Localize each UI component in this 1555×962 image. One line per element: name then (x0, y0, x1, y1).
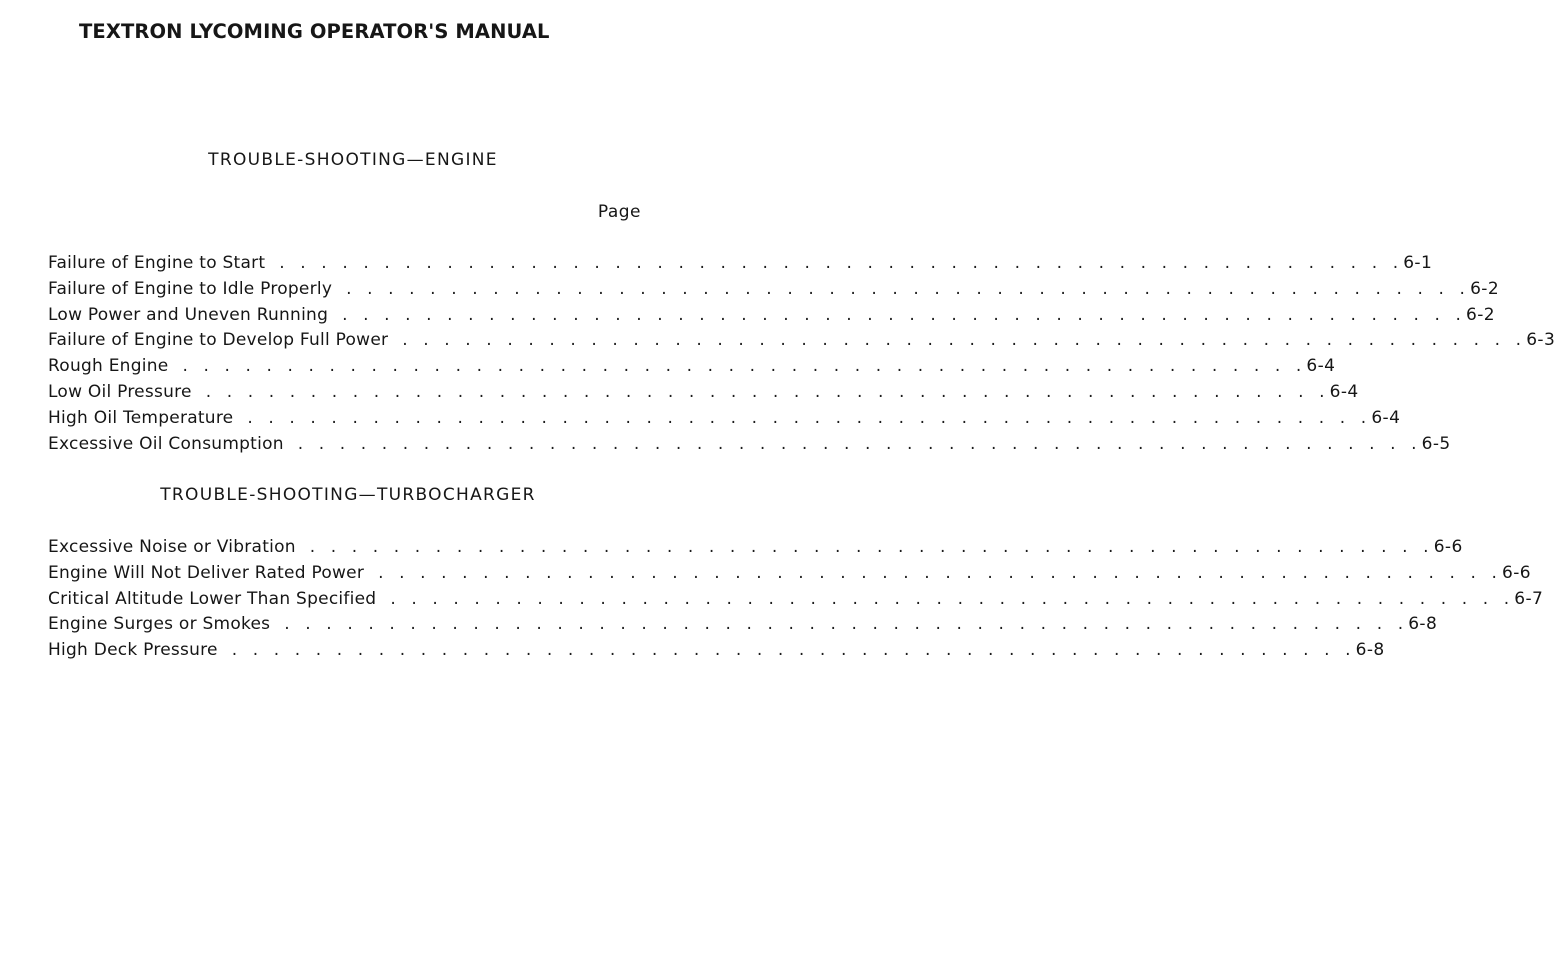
toc-entry-page: 6-3 (1526, 330, 1555, 351)
dot-leader: . . . . . . . . . . . . . . . . . . . . . . . . . . . . . . . . . . . . . . . . . . . . . . . . . . . . . . (247, 407, 1372, 428)
toc-entry (48, 407, 1401, 434)
dot-leader: . . . . . . . . . . . . . . . . . . . . . . . . . . . . . . . . . . . . . . . . . . . . . . . . . . . . . . (309, 537, 1434, 557)
page-column-label: Page (597, 202, 641, 222)
section-title-engine: TROUBLE-SHOOTING—ENGINE (208, 150, 498, 170)
toc-entry (48, 253, 1433, 279)
toc-entry-title: Excessive Noise or Vibration (48, 537, 296, 557)
toc-entry-page: 6-5 (1421, 433, 1451, 454)
dot-leader: . . . . . . . . . . . . . . . . . . . . . . . . . . . . . . . . . . . . . . . . . . . . . . . . . . . . . . (346, 278, 1471, 299)
toc-entry-title: Failure of Engine to Idle Properly (48, 278, 333, 299)
toc-entry-title: Critical Altitude Lower Than Specified (48, 588, 377, 609)
manual-header: TEXTRON LYCOMING OPERATOR'S MANUAL (79, 20, 550, 43)
dot-leader: . . . . . . . . . . . . . . . . . . . . . . . . . . . . . . . . . . . . . . . . . . . . . . . . . . . . . . (205, 381, 1330, 402)
toc-entry-page: 6-7 (1514, 588, 1544, 609)
section-title-turbocharger: TROUBLE-SHOOTING—TURBOCHARGER (160, 485, 536, 505)
dot-leader: . . . . . . . . . . . . . . . . . . . . . . . . . . . . . . . . . . . . . . . . . . . . . . . . . . . . . . (279, 253, 1404, 273)
dot-leader: . . . . . . . . . . . . . . . . . . . . . . . . . . . . . . . . . . . . . . . . . . . . . . . . . . . . . . (390, 588, 1515, 609)
toc-entry (48, 433, 1451, 460)
toc-entry (48, 537, 1463, 563)
toc-entry-page: 6-8 (1408, 614, 1438, 635)
toc-entry-title: Excessive Oil Consumption (48, 433, 284, 454)
toc-entry-title: Low Oil Pressure (48, 381, 192, 402)
toc-entry-title: High Deck Pressure (48, 640, 218, 661)
toc-entry-title: Failure of Engine to Develop Full Power (48, 330, 389, 351)
toc-entry-page: 6-4 (1306, 356, 1336, 377)
dot-leader: . . . . . . . . . . . . . . . . . . . . . . . . . . . . . . . . . . . . . . . . . . . . . . . . . . . . . . (182, 356, 1307, 377)
toc-entry-title: Engine Surges or Smokes (48, 614, 271, 635)
dot-leader: . . . . . . . . . . . . . . . . . . . . . . . . . . . . . . . . . . . . . . . . . . . . . . . . . . . . . . (284, 614, 1409, 635)
toc-entry-title: Engine Will Not Deliver Rated Power (48, 562, 365, 583)
toc-entry (48, 356, 1336, 382)
toc-entry-page: 6-6 (1433, 537, 1463, 557)
toc-entry-page: 6-2 (1466, 304, 1495, 325)
toc-entry-title: High Oil Temperature (48, 407, 234, 428)
toc-entry (48, 381, 1359, 408)
toc-entry (48, 278, 1500, 305)
toc-entry-page: 6-4 (1329, 381, 1359, 402)
dot-leader: . . . . . . . . . . . . . . . . . . . . . . . . . . . . . . . . . . . . . . . . . . . . . . . . . . . . . . (342, 304, 1467, 325)
toc-entry-page: 6-6 (1502, 562, 1531, 583)
toc-entry (48, 640, 1385, 666)
toc-entry-page: 6-8 (1355, 640, 1385, 661)
toc-list-turbocharger (48, 537, 1544, 666)
toc-entry-page: 6-1 (1403, 253, 1433, 273)
toc-entry (48, 562, 1531, 589)
dot-leader: . . . . . . . . . . . . . . . . . . . . . . . . . . . . . . . . . . . . . . . . . . . . . . . . . . . . . . (231, 640, 1356, 661)
toc-entry (48, 614, 1438, 640)
dot-leader: . . . . . . . . . . . . . . . . . . . . . . . . . . . . . . . . . . . . . . . . . . . . . . . . . . . . . . (402, 330, 1527, 351)
dot-leader: . . . . . . . . . . . . . . . . . . . . . . . . . . . . . . . . . . . . . . . . . . . . . . . . . . . . . . (378, 562, 1503, 583)
toc-entry-title: Rough Engine (48, 356, 169, 377)
toc-entry-title: Failure of Engine to Start (48, 253, 266, 273)
toc-entry-title: Low Power and Uneven Running (48, 304, 329, 325)
toc-entry-page: 6-2 (1470, 278, 1500, 299)
toc-entry-page: 6-4 (1371, 407, 1401, 428)
toc-entry (48, 304, 1495, 331)
toc-entry (48, 330, 1555, 356)
toc-entry (48, 588, 1544, 615)
dot-leader: . . . . . . . . . . . . . . . . . . . . . . . . . . . . . . . . . . . . . . . . . . . . . . . . . . . . . . (297, 433, 1422, 454)
toc-list-engine (48, 253, 1555, 459)
